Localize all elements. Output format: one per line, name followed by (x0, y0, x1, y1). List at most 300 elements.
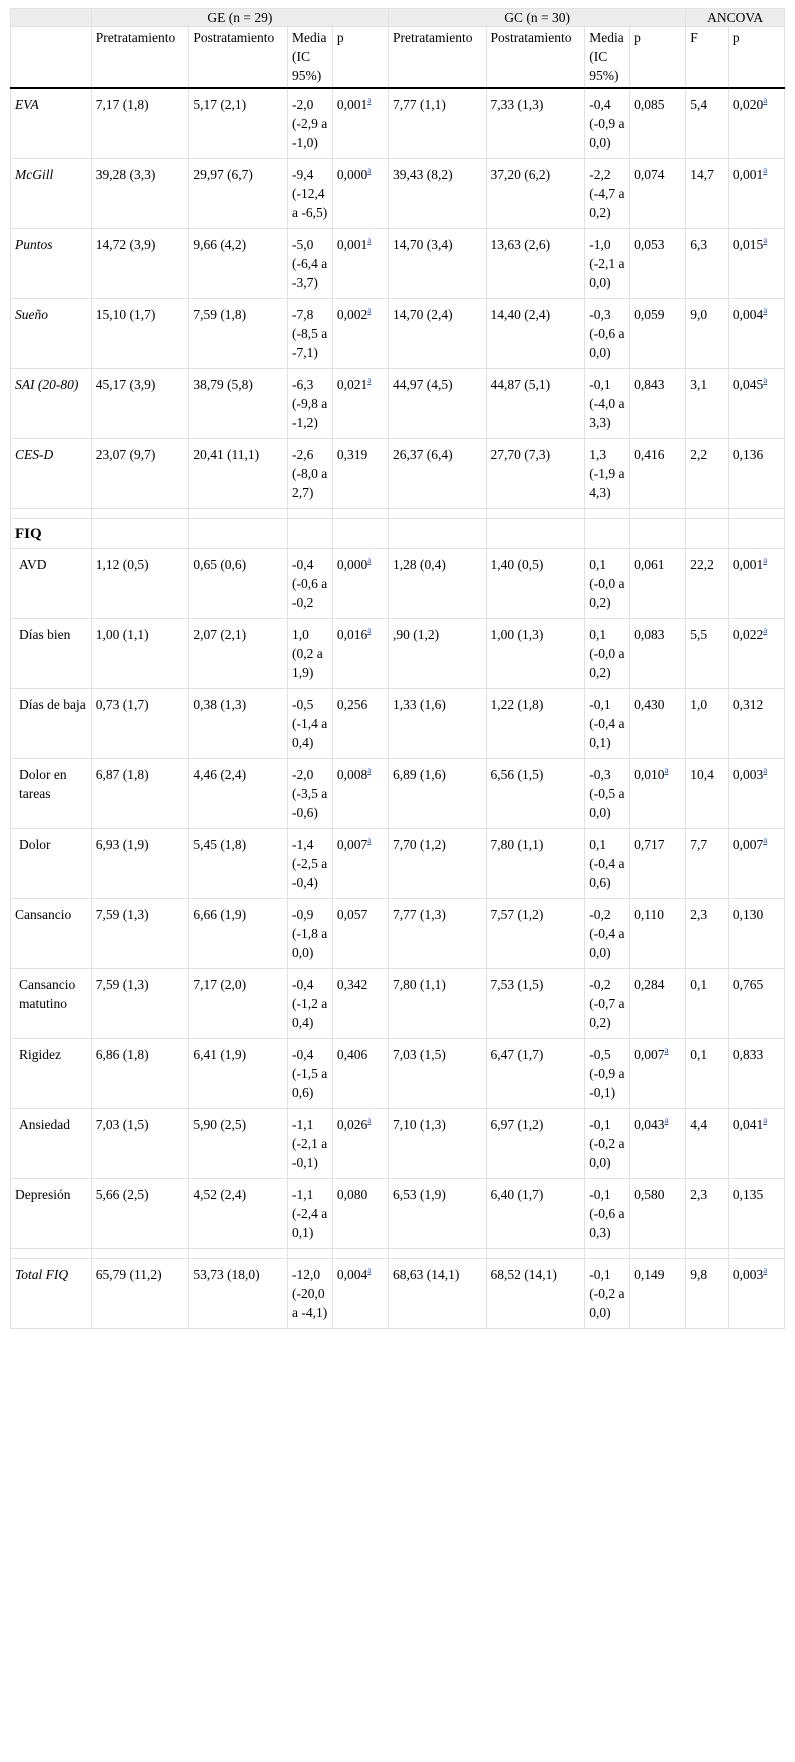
cell-ge-post (189, 899, 288, 969)
cell-value: 4,4 (690, 1117, 708, 1132)
cell-gc-pre (388, 689, 486, 759)
cell-value: 6,53 (1,9) (392, 1187, 446, 1202)
cell-value: 27,70 (7,3) (490, 447, 551, 462)
cell-ancova-p (728, 829, 784, 899)
cell-value: 0,083 (634, 627, 665, 642)
footnote-link[interactable]: a (763, 1265, 768, 1275)
subheader-ancova-p: p (728, 27, 784, 89)
cell-value: -7,8 (-8,5 a -7,1) (292, 307, 328, 360)
cell-ge-pre (91, 88, 189, 159)
cell-ge-media (288, 1259, 333, 1329)
cell-ancova-f (686, 619, 729, 689)
footnote-link[interactable]: a (664, 1115, 669, 1125)
cell-value: 0,043 (634, 1117, 665, 1132)
table-row (11, 439, 785, 509)
spacer-cell (332, 509, 388, 519)
cell-value: 0,021 (336, 377, 368, 392)
empty-cell (686, 519, 729, 549)
cell-value: 0,833 (732, 1047, 764, 1062)
cell-gc-post (486, 1259, 585, 1329)
spacer-cell (630, 1249, 686, 1259)
cell-value: 0,284 (634, 977, 665, 992)
cell-value: 0,319 (336, 447, 368, 462)
cell-value: 0,1 (-0,0 a 0,2) (589, 627, 625, 680)
table-row (11, 1179, 785, 1249)
cell-ge-media (288, 159, 333, 229)
spacer-cell (728, 1249, 784, 1259)
footnote-link[interactable]: a (763, 1115, 768, 1125)
cell-value: 14,72 (3,9) (95, 237, 156, 252)
cell-ge-post (189, 1039, 288, 1109)
footnote-link[interactable]: a (664, 765, 669, 775)
cell-value: 0,1 (690, 1047, 708, 1062)
cell-value: 0,256 (336, 697, 368, 712)
table-row (11, 299, 785, 369)
cell-gc-p (630, 689, 686, 759)
cell-value: 1,28 (0,4) (392, 557, 446, 572)
cell-ge-media (288, 759, 333, 829)
footnote-link[interactable]: a (367, 305, 372, 315)
subheader-ge-media: Media (IC 95%) (288, 27, 333, 89)
cell-value: 7,33 (1,3) (490, 97, 544, 112)
cell-ancova-f (686, 1109, 729, 1179)
cell-ge-p (332, 899, 388, 969)
cell-ge-p (332, 299, 388, 369)
cell-gc-p (630, 1259, 686, 1329)
footnote-link[interactable]: a (367, 765, 372, 775)
cell-value: 10,4 (690, 767, 714, 782)
cell-gc-post (486, 1179, 585, 1249)
cell-gc-post (486, 759, 585, 829)
cell-value: 0,061 (634, 557, 665, 572)
cell-gc-pre (388, 829, 486, 899)
cell-value: 0,026 (336, 1117, 368, 1132)
cell-value: -2,0 (-3,5 a -0,6) (292, 767, 328, 820)
cell-gc-media (585, 229, 630, 299)
cell-value: 2,2 (690, 447, 708, 462)
cell-value: 0,110 (634, 907, 664, 922)
spacer-cell (189, 1249, 288, 1259)
group-header-row (11, 9, 785, 27)
cell-ancova-f (686, 549, 729, 619)
row-label: CES-D (11, 439, 92, 509)
table-row (11, 1039, 785, 1109)
footnote-link[interactable]: a (367, 95, 372, 105)
cell-ancova-f (686, 159, 729, 229)
cell-value: 7,59 (1,3) (95, 907, 149, 922)
cell-value: 1,22 (1,8) (490, 697, 544, 712)
cell-value: 6,56 (1,5) (490, 767, 544, 782)
cell-ancova-f (686, 969, 729, 1039)
cell-ge-p (332, 229, 388, 299)
subheader-row (11, 27, 785, 89)
cell-value: 0,074 (634, 167, 665, 182)
cell-value: -5,0 (-6,4 a -3,7) (292, 237, 328, 290)
spacer-cell (332, 1249, 388, 1259)
cell-ge-pre (91, 829, 189, 899)
empty-cell (728, 519, 784, 549)
spacer-cell (91, 1249, 189, 1259)
cell-ancova-p (728, 88, 784, 159)
subheader-ge-p: p (332, 27, 388, 89)
cell-value: 0,007 (336, 837, 368, 852)
cell-ge-pre (91, 299, 189, 369)
corner-cell (11, 27, 92, 89)
cell-value: -0,9 (-1,8 a 0,0) (292, 907, 328, 960)
footnote-link[interactable]: a (367, 165, 372, 175)
footnote-link[interactable]: a (763, 625, 768, 635)
footnote-link[interactable]: a (367, 235, 372, 245)
cell-gc-media (585, 549, 630, 619)
spacer-cell (585, 1249, 630, 1259)
cell-value: 0,430 (634, 697, 665, 712)
footnote-link[interactable]: a (763, 235, 768, 245)
cell-ge-pre (91, 899, 189, 969)
cell-gc-p (630, 1039, 686, 1109)
footnote-link[interactable]: a (763, 95, 768, 105)
empty-cell (486, 519, 585, 549)
cell-value: -0,5 (-1,4 a 0,4) (292, 697, 328, 750)
cell-value: 2,3 (690, 907, 708, 922)
cell-value: -0,1 (-0,4 a 0,1) (589, 697, 625, 750)
cell-value: 53,73 (18,0) (193, 1267, 260, 1282)
empty-cell (388, 519, 486, 549)
cell-value: 0,149 (634, 1267, 665, 1282)
cell-value: 14,70 (2,4) (392, 307, 453, 322)
cell-value: -0,1 (-4,0 a 3,3) (589, 377, 625, 430)
cell-gc-media (585, 439, 630, 509)
cell-gc-p (630, 88, 686, 159)
spacer-cell (486, 1249, 585, 1259)
cell-ge-pre (91, 159, 189, 229)
table-row (11, 899, 785, 969)
cell-value: 5,90 (2,5) (193, 1117, 247, 1132)
cell-value: 45,17 (3,9) (95, 377, 156, 392)
footnote-link[interactable]: a (367, 835, 372, 845)
row-label: Días bien (11, 619, 92, 689)
cell-value: 0,38 (1,3) (193, 697, 247, 712)
cell-value: 6,97 (1,2) (490, 1117, 544, 1132)
cell-value: 0,008 (336, 767, 368, 782)
cell-value: 7,59 (1,8) (193, 307, 247, 322)
cell-value: 9,66 (4,2) (193, 237, 247, 252)
row-label: Sueño (11, 299, 92, 369)
cell-ge-p (332, 1109, 388, 1179)
cell-value: -0,4 (-0,6 a -0,2 (292, 557, 328, 610)
cell-ge-pre (91, 439, 189, 509)
cell-value: 22,2 (690, 557, 714, 572)
spacer-cell (11, 509, 92, 519)
cell-ge-pre (91, 369, 189, 439)
cell-ge-pre (91, 229, 189, 299)
cell-ancova-p (728, 689, 784, 759)
table-body (11, 88, 785, 1329)
cell-value: 37,20 (6,2) (490, 167, 551, 182)
cell-value: 7,7 (690, 837, 708, 852)
cell-gc-post (486, 1109, 585, 1179)
cell-ge-p (332, 1179, 388, 1249)
cell-ancova-p (728, 1259, 784, 1329)
cell-gc-p (630, 619, 686, 689)
cell-gc-pre (388, 1039, 486, 1109)
table-row (11, 159, 785, 229)
cell-ancova-p (728, 439, 784, 509)
subheader-gc-post: Postratamiento (486, 27, 585, 89)
cell-value: 5,45 (1,8) (193, 837, 247, 852)
footnote-link[interactable]: a (664, 1045, 669, 1055)
cell-ancova-f (686, 689, 729, 759)
cell-value: 0,65 (0,6) (193, 557, 247, 572)
footnote-link[interactable]: a (763, 765, 768, 775)
cell-value: 0,000 (336, 557, 368, 572)
cell-value: 0,001 (732, 167, 764, 182)
cell-ge-media (288, 439, 333, 509)
cell-gc-p (630, 229, 686, 299)
cell-gc-post (486, 1039, 585, 1109)
cell-ge-post (189, 689, 288, 759)
cell-ge-post (189, 1259, 288, 1329)
cell-gc-p (630, 159, 686, 229)
cell-value: 0,053 (634, 237, 665, 252)
cell-gc-post (486, 299, 585, 369)
cell-ancova-p (728, 1179, 784, 1249)
row-label: Días de baja (11, 689, 92, 759)
cell-value: 0,004 (336, 1267, 368, 1282)
cell-value: -1,1 (-2,4 a 0,1) (292, 1187, 328, 1240)
cell-value: 0,020 (732, 97, 764, 112)
cell-value: -0,1 (-0,2 a 0,0) (589, 1117, 625, 1170)
cell-value: -0,4 (-1,2 a 0,4) (292, 977, 328, 1030)
cell-value: -0,4 (-0,9 a 0,0) (589, 97, 625, 150)
cell-value: 6,66 (1,9) (193, 907, 247, 922)
cell-gc-media (585, 299, 630, 369)
cell-gc-pre (388, 899, 486, 969)
cell-value: 7,57 (1,2) (490, 907, 544, 922)
cell-gc-pre (388, 229, 486, 299)
empty-cell (585, 519, 630, 549)
cell-value: 9,0 (690, 307, 708, 322)
footnote-link[interactable]: a (367, 555, 372, 565)
cell-gc-p (630, 969, 686, 1039)
cell-value: 0,73 (1,7) (95, 697, 149, 712)
footnote-link[interactable]: a (763, 555, 768, 565)
cell-ge-pre (91, 759, 189, 829)
cell-value: 7,77 (1,1) (392, 97, 446, 112)
table-row (11, 229, 785, 299)
cell-gc-p (630, 439, 686, 509)
empty-cell (189, 519, 288, 549)
cell-value: 7,80 (1,1) (490, 837, 544, 852)
footnote-link[interactable]: a (763, 835, 768, 845)
cell-ge-post (189, 829, 288, 899)
cell-ge-p (332, 369, 388, 439)
cell-value: 0,007 (732, 837, 764, 852)
cell-value: 7,70 (1,2) (392, 837, 446, 852)
spacer-cell (486, 509, 585, 519)
cell-ge-p (332, 1259, 388, 1329)
cell-ancova-p (728, 1109, 784, 1179)
footnote-link[interactable]: a (763, 165, 768, 175)
subheader-ge-post: Postratamiento (189, 27, 288, 89)
cell-value: 1,12 (0,5) (95, 557, 149, 572)
spacer-row (11, 509, 785, 519)
cell-ge-media (288, 88, 333, 159)
cell-ge-post (189, 299, 288, 369)
cell-value: 23,07 (9,7) (95, 447, 156, 462)
footnote-link[interactable]: a (367, 1265, 372, 1275)
cell-gc-p (630, 299, 686, 369)
subheader-ancova-f: F (686, 27, 729, 89)
cell-value: 0,342 (336, 977, 368, 992)
cell-value: 7,59 (1,3) (95, 977, 149, 992)
footnote-link[interactable]: a (763, 305, 768, 315)
cell-value: 0,843 (634, 377, 665, 392)
cell-ancova-f (686, 369, 729, 439)
footnote-link[interactable]: a (763, 375, 768, 385)
cell-value: 7,80 (1,1) (392, 977, 446, 992)
cell-value: -0,5 (-0,9 a -0,1) (589, 1047, 625, 1100)
table-row (11, 829, 785, 899)
cell-ancova-p (728, 969, 784, 1039)
cell-gc-pre (388, 1179, 486, 1249)
cell-ge-p (332, 439, 388, 509)
row-label: Depresión (11, 1179, 92, 1249)
row-label: Cansancio (11, 899, 92, 969)
table-row (11, 759, 785, 829)
cell-gc-pre (388, 88, 486, 159)
cell-ge-post (189, 369, 288, 439)
cell-gc-pre (388, 1259, 486, 1329)
table-row (11, 689, 785, 759)
cell-value: -0,4 (-1,5 a 0,6) (292, 1047, 328, 1100)
cell-value: 68,63 (14,1) (392, 1267, 460, 1282)
cell-gc-post (486, 369, 585, 439)
cell-ancova-f (686, 1039, 729, 1109)
cell-gc-p (630, 369, 686, 439)
cell-value: 44,87 (5,1) (490, 377, 551, 392)
cell-ge-media (288, 229, 333, 299)
footnote-link[interactable]: a (367, 1115, 372, 1125)
cell-ge-pre (91, 1039, 189, 1109)
cell-ge-media (288, 549, 333, 619)
cell-value: 5,5 (690, 627, 708, 642)
cell-value: 1,40 (0,5) (490, 557, 544, 572)
cell-value: 2,07 (2,1) (193, 627, 247, 642)
cell-ancova-p (728, 159, 784, 229)
row-label: AVD (11, 549, 92, 619)
cell-value: 1,00 (1,1) (95, 627, 149, 642)
footnote-link[interactable]: a (367, 375, 372, 385)
cell-gc-media (585, 1179, 630, 1249)
cell-ge-p (332, 619, 388, 689)
cell-ancova-f (686, 759, 729, 829)
cell-value: 5,4 (690, 97, 708, 112)
cell-gc-post (486, 439, 585, 509)
cell-gc-pre (388, 1109, 486, 1179)
footnote-link[interactable]: a (367, 625, 372, 635)
row-label: Cansancio matutino (11, 969, 92, 1039)
cell-gc-media (585, 829, 630, 899)
table-row (11, 969, 785, 1039)
cell-gc-pre (388, 549, 486, 619)
cell-value: 0,080 (336, 1187, 368, 1202)
empty-cell (91, 519, 189, 549)
cell-value: 38,79 (5,8) (193, 377, 253, 392)
cell-value: 3,1 (690, 377, 708, 392)
cell-value: 4,46 (2,4) (193, 767, 247, 782)
spacer-cell (91, 509, 189, 519)
cell-value: 0,016 (336, 627, 368, 642)
cell-ge-media (288, 1109, 333, 1179)
cell-ge-p (332, 159, 388, 229)
cell-value: 7,17 (2,0) (193, 977, 247, 992)
cell-ancova-p (728, 759, 784, 829)
cell-gc-p (630, 759, 686, 829)
cell-gc-p (630, 549, 686, 619)
cell-ancova-p (728, 299, 784, 369)
cell-ge-pre (91, 619, 189, 689)
cell-value: 5,66 (2,5) (95, 1187, 149, 1202)
cell-ge-pre (91, 1109, 189, 1179)
cell-gc-media (585, 899, 630, 969)
cell-ge-media (288, 619, 333, 689)
empty-cell (288, 519, 333, 549)
cell-value: 0,1 (-0,0 a 0,2) (589, 557, 625, 610)
cell-ge-p (332, 829, 388, 899)
cell-ge-post (189, 759, 288, 829)
cell-ge-post (189, 969, 288, 1039)
row-label: EVA (11, 88, 92, 159)
cell-value: 6,87 (1,8) (95, 767, 149, 782)
results-table (10, 8, 785, 1329)
cell-gc-media (585, 689, 630, 759)
cell-value: 5,17 (2,1) (193, 97, 247, 112)
cell-value: 7,77 (1,3) (392, 907, 446, 922)
cell-value: 0,1 (-0,4 a 0,6) (589, 837, 625, 890)
cell-value: 39,28 (3,3) (95, 167, 156, 182)
cell-ancova-p (728, 549, 784, 619)
cell-ge-media (288, 899, 333, 969)
cell-value: 7,10 (1,3) (392, 1117, 446, 1132)
cell-value: -1,0 (-2,1 a 0,0) (589, 237, 625, 290)
cell-value: 0,001 (336, 237, 368, 252)
cell-ge-pre (91, 969, 189, 1039)
cell-gc-media (585, 1109, 630, 1179)
cell-ge-media (288, 369, 333, 439)
cell-ancova-f (686, 1259, 729, 1329)
row-label: Dolor (11, 829, 92, 899)
cell-value: 0,003 (732, 1267, 764, 1282)
cell-gc-pre (388, 759, 486, 829)
table-row (11, 549, 785, 619)
cell-gc-media (585, 969, 630, 1039)
cell-value: 14,70 (3,4) (392, 237, 453, 252)
cell-value: 0,406 (336, 1047, 368, 1062)
subheader-ge-pre: Pretratamiento (91, 27, 189, 89)
cell-gc-post (486, 969, 585, 1039)
cell-gc-media (585, 1039, 630, 1109)
cell-gc-p (630, 829, 686, 899)
cell-value: 26,37 (6,4) (392, 447, 453, 462)
table-row (11, 1109, 785, 1179)
cell-value: -12,0 (-20,0 a -4,1) (292, 1267, 328, 1320)
cell-ancova-p (728, 1039, 784, 1109)
cell-value: 0,007 (634, 1047, 665, 1062)
cell-gc-media (585, 759, 630, 829)
cell-value: 0,010 (634, 767, 665, 782)
cell-value: -9,4 (-12,4 a -6,5) (292, 167, 328, 220)
cell-ge-post (189, 159, 288, 229)
